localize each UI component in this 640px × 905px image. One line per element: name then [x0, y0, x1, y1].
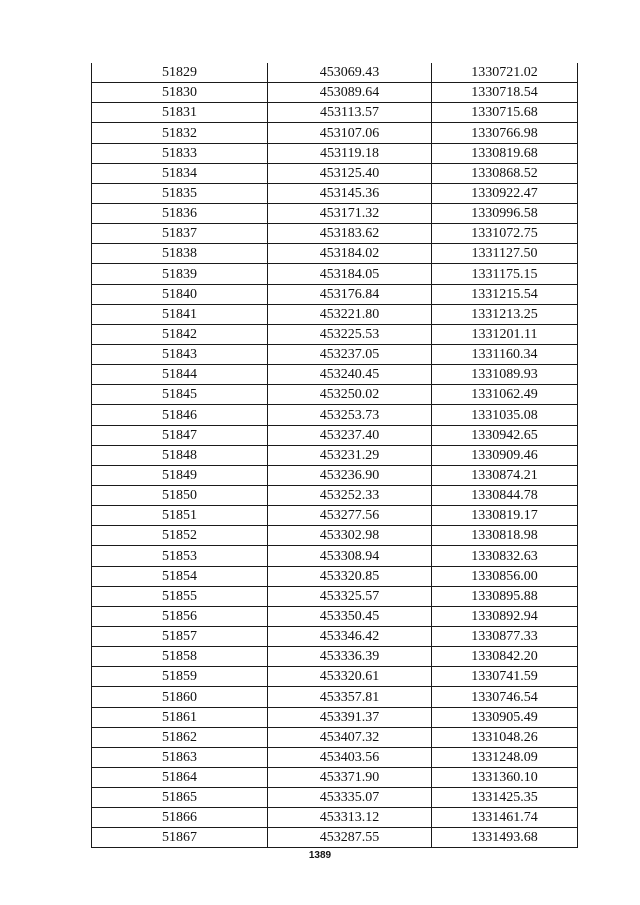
point-id-cell: 51865: [92, 788, 268, 808]
y-coordinate-cell: 1330818.98: [432, 526, 578, 546]
point-id-cell: 51835: [92, 183, 268, 203]
table-row: [92, 445, 578, 465]
y-coordinate-cell: 1330892.94: [432, 606, 578, 626]
y-coordinate-cell: 1331215.54: [432, 284, 578, 304]
y-coordinate-cell: 1331062.49: [432, 385, 578, 405]
x-coordinate-cell: 453145.36: [268, 183, 432, 203]
table-row: [92, 365, 578, 385]
x-coordinate-cell: 453184.02: [268, 244, 432, 264]
table-row: [92, 264, 578, 284]
x-coordinate-cell: 453240.45: [268, 365, 432, 385]
x-coordinate-cell: 453403.56: [268, 747, 432, 767]
point-id-cell: 51860: [92, 687, 268, 707]
x-coordinate-cell: 453252.33: [268, 485, 432, 505]
x-coordinate-cell: 453107.06: [268, 123, 432, 143]
y-coordinate-cell: 1330844.78: [432, 485, 578, 505]
x-coordinate-cell: 453119.18: [268, 143, 432, 163]
point-id-cell: 51839: [92, 264, 268, 284]
table-row: [92, 163, 578, 183]
y-coordinate-cell: 1330922.47: [432, 183, 578, 203]
point-id-cell: 51861: [92, 707, 268, 727]
y-coordinate-cell: 1331213.25: [432, 304, 578, 324]
point-id-cell: 51832: [92, 123, 268, 143]
x-coordinate-cell: 453176.84: [268, 284, 432, 304]
table-row: [92, 586, 578, 606]
point-id-cell: 51864: [92, 767, 268, 787]
y-coordinate-cell: 1330868.52: [432, 163, 578, 183]
table-row: [92, 808, 578, 828]
table-row: [92, 828, 578, 848]
y-coordinate-cell: 1330741.59: [432, 667, 578, 687]
y-coordinate-cell: 1331461.74: [432, 808, 578, 828]
y-coordinate-cell: 1330996.58: [432, 203, 578, 223]
table-row: [92, 707, 578, 727]
x-coordinate-cell: 453371.90: [268, 767, 432, 787]
point-id-cell: 51836: [92, 203, 268, 223]
y-coordinate-cell: 1330819.68: [432, 143, 578, 163]
y-coordinate-cell: 1331201.11: [432, 324, 578, 344]
point-id-cell: 51867: [92, 828, 268, 848]
point-id-cell: 51856: [92, 606, 268, 626]
x-coordinate-cell: 453253.73: [268, 405, 432, 425]
y-coordinate-cell: 1330819.17: [432, 506, 578, 526]
y-coordinate-cell: 1330715.68: [432, 103, 578, 123]
table-row: [92, 788, 578, 808]
x-coordinate-cell: 453183.62: [268, 224, 432, 244]
y-coordinate-cell: 1331035.08: [432, 405, 578, 425]
point-id-cell: 51844: [92, 365, 268, 385]
x-coordinate-cell: 453225.53: [268, 324, 432, 344]
x-coordinate-cell: 453277.56: [268, 506, 432, 526]
y-coordinate-cell: 1331048.26: [432, 727, 578, 747]
table-row: [92, 425, 578, 445]
table-row: [92, 727, 578, 747]
point-id-cell: 51862: [92, 727, 268, 747]
point-id-cell: 51837: [92, 224, 268, 244]
x-coordinate-cell: 453089.64: [268, 83, 432, 103]
x-coordinate-cell: 453236.90: [268, 465, 432, 485]
point-id-cell: 51845: [92, 385, 268, 405]
point-id-cell: 51854: [92, 566, 268, 586]
x-coordinate-cell: 453184.05: [268, 264, 432, 284]
table-row: [92, 506, 578, 526]
x-coordinate-cell: 453125.40: [268, 163, 432, 183]
table-row: [92, 324, 578, 344]
x-coordinate-cell: 453313.12: [268, 808, 432, 828]
table-row: [92, 83, 578, 103]
point-id-cell: 51833: [92, 143, 268, 163]
table-row: [92, 546, 578, 566]
point-id-cell: 51846: [92, 405, 268, 425]
y-coordinate-cell: 1331493.68: [432, 828, 578, 848]
point-id-cell: 51834: [92, 163, 268, 183]
table-row: [92, 103, 578, 123]
point-id-cell: 51849: [92, 465, 268, 485]
point-id-cell: 51829: [92, 63, 268, 83]
y-coordinate-cell: 1331072.75: [432, 224, 578, 244]
table-row: [92, 143, 578, 163]
x-coordinate-cell: 453237.40: [268, 425, 432, 445]
x-coordinate-cell: 453357.81: [268, 687, 432, 707]
table-row: [92, 626, 578, 646]
x-coordinate-cell: 453320.61: [268, 667, 432, 687]
table-row: [92, 183, 578, 203]
point-id-cell: 51830: [92, 83, 268, 103]
point-id-cell: 51848: [92, 445, 268, 465]
x-coordinate-cell: 453113.57: [268, 103, 432, 123]
y-coordinate-cell: 1330905.49: [432, 707, 578, 727]
table-row: [92, 566, 578, 586]
point-id-cell: 51842: [92, 324, 268, 344]
y-coordinate-cell: 1330895.88: [432, 586, 578, 606]
table-row: [92, 767, 578, 787]
point-id-cell: 51852: [92, 526, 268, 546]
point-id-cell: 51851: [92, 506, 268, 526]
y-coordinate-cell: 1331360.10: [432, 767, 578, 787]
coordinate-table-body: [92, 63, 578, 848]
y-coordinate-cell: 1330718.54: [432, 83, 578, 103]
y-coordinate-cell: 1330877.33: [432, 626, 578, 646]
point-id-cell: 51840: [92, 284, 268, 304]
point-id-cell: 51841: [92, 304, 268, 324]
y-coordinate-cell: 1331175.15: [432, 264, 578, 284]
table-row: [92, 667, 578, 687]
y-coordinate-cell: 1331425.35: [432, 788, 578, 808]
x-coordinate-cell: 453336.39: [268, 647, 432, 667]
table-row: [92, 385, 578, 405]
x-coordinate-cell: 453221.80: [268, 304, 432, 324]
x-coordinate-cell: 453407.32: [268, 727, 432, 747]
x-coordinate-cell: 453335.07: [268, 788, 432, 808]
table-row: [92, 203, 578, 223]
y-coordinate-cell: 1331248.09: [432, 747, 578, 767]
x-coordinate-cell: 453350.45: [268, 606, 432, 626]
y-coordinate-cell: 1330832.63: [432, 546, 578, 566]
table-row: [92, 606, 578, 626]
table-row: [92, 687, 578, 707]
y-coordinate-cell: 1331089.93: [432, 365, 578, 385]
x-coordinate-cell: 453320.85: [268, 566, 432, 586]
y-coordinate-cell: 1330746.54: [432, 687, 578, 707]
table-row: [92, 405, 578, 425]
point-id-cell: 51843: [92, 344, 268, 364]
y-coordinate-cell: 1330909.46: [432, 445, 578, 465]
y-coordinate-cell: 1330766.98: [432, 123, 578, 143]
x-coordinate-cell: 453069.43: [268, 63, 432, 83]
x-coordinate-cell: 453171.32: [268, 203, 432, 223]
point-id-cell: 51863: [92, 747, 268, 767]
page-number: 1389: [308, 850, 332, 861]
y-coordinate-cell: 1330856.00: [432, 566, 578, 586]
y-coordinate-cell: 1330874.21: [432, 465, 578, 485]
point-id-cell: 51866: [92, 808, 268, 828]
y-coordinate-cell: 1330842.20: [432, 647, 578, 667]
table-row: [92, 485, 578, 505]
table-row: [92, 123, 578, 143]
x-coordinate-cell: 453231.29: [268, 445, 432, 465]
point-id-cell: 51847: [92, 425, 268, 445]
table-row: [92, 224, 578, 244]
coordinate-table-container: [91, 63, 574, 848]
point-id-cell: 51831: [92, 103, 268, 123]
point-id-cell: 51838: [92, 244, 268, 264]
point-id-cell: 51858: [92, 647, 268, 667]
table-row: [92, 465, 578, 485]
point-id-cell: 51857: [92, 626, 268, 646]
x-coordinate-cell: 453237.05: [268, 344, 432, 364]
table-row: [92, 304, 578, 324]
y-coordinate-cell: 1330942.65: [432, 425, 578, 445]
y-coordinate-cell: 1330721.02: [432, 63, 578, 83]
table-row: [92, 63, 578, 83]
x-coordinate-cell: 453287.55: [268, 828, 432, 848]
point-id-cell: 51855: [92, 586, 268, 606]
table-row: [92, 284, 578, 304]
x-coordinate-cell: 453250.02: [268, 385, 432, 405]
x-coordinate-cell: 453346.42: [268, 626, 432, 646]
table-row: [92, 244, 578, 264]
table-row: [92, 747, 578, 767]
point-id-cell: 51859: [92, 667, 268, 687]
x-coordinate-cell: 453325.57: [268, 586, 432, 606]
y-coordinate-cell: 1331127.50: [432, 244, 578, 264]
x-coordinate-cell: 453308.94: [268, 546, 432, 566]
x-coordinate-cell: 453302.98: [268, 526, 432, 546]
point-id-cell: 51853: [92, 546, 268, 566]
table-row: [92, 526, 578, 546]
x-coordinate-cell: 453391.37: [268, 707, 432, 727]
coordinate-table: [91, 63, 578, 848]
table-row: [92, 344, 578, 364]
point-id-cell: 51850: [92, 485, 268, 505]
table-row: [92, 647, 578, 667]
y-coordinate-cell: 1331160.34: [432, 344, 578, 364]
